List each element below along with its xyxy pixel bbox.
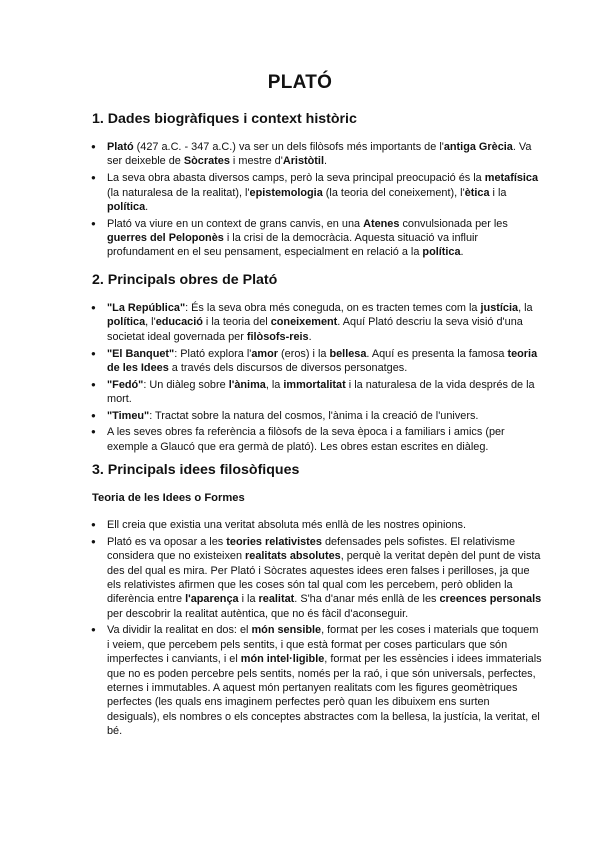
list-item (92, 518, 542, 532)
list-item (92, 623, 542, 738)
list-item (92, 301, 542, 344)
bold-term: Atenes (363, 217, 400, 230)
bold-term: Aristòtil (282, 155, 324, 168)
text-run: A les seves obres fa referència a filòsofs de la seva època i a familiars i amics (per exemple a Glaucó que era germà de plató). Les obres estan escrites en diàleg. (107, 426, 505, 453)
text-run: La seva obra abasta diversos camps, però la seva principal preocupació és la (107, 172, 485, 185)
text-run: a través dels discursos de diversos personatges. (168, 361, 408, 374)
section1-heading: 1. Dades biogràfiques i context històric (92, 111, 357, 127)
text-run: : És la seva obra més coneguda, on es tracten temes com la (185, 302, 481, 314)
text-run: . (308, 330, 312, 343)
section2-list (92, 301, 542, 457)
bold-term: política (422, 246, 461, 259)
text-run: , format per les coses i materials que toquem i veiem, que percebem pels sentits, i que està format per coses particulars que són imperfectes i canviants, i el (107, 624, 539, 666)
list-item (92, 535, 542, 621)
text-run: . (145, 200, 149, 213)
page-title: PLATÓ (267, 72, 333, 93)
bold-term: política (107, 316, 146, 329)
list-item (92, 217, 542, 260)
text-run: defensades pels sofistes. El relativisme considera que no existeixen (107, 535, 516, 563)
bold-term: "Fedó" (107, 378, 144, 391)
bold-term: l'ànima (228, 378, 266, 391)
text-run: i mestre d' (229, 155, 283, 168)
list-item (92, 171, 542, 214)
bold-term: ètica (464, 186, 490, 199)
bold-term: creences personals (439, 593, 542, 606)
text-run: : Plató explora l' (174, 347, 252, 360)
bold-term: l'aparença (185, 593, 239, 606)
text-run: , perquè la veritat depèn del punt de vista des del qual es mira. Per Plató i Sòcrates aquestes idees eren falses i perilloses, ja que els relativistes afirmen que les coses són tal qual com les percebem, però obliden la diferència entre (107, 550, 541, 606)
bold-term: coneixement (270, 316, 338, 329)
bold-term: teories relativistes (226, 535, 322, 548)
text-run: . Va ser deixeble de (107, 141, 532, 168)
bold-term: bellesa (329, 347, 367, 360)
text-run: convulsionada per les (399, 217, 508, 230)
bold-term: educació (155, 316, 203, 329)
text-run: (la teoria del coneixement), l' (322, 186, 465, 199)
bold-term: món intel·ligible (240, 653, 325, 666)
list-item (92, 425, 542, 454)
bold-term: política (107, 200, 146, 213)
text-run: Ell creia que existia una veritat absoluta més enllà de les nostres opinions. (107, 519, 466, 531)
text-run: (la naturalesa de la realitat), l' (107, 186, 250, 199)
list-item (92, 378, 542, 407)
text-run: (427 a.C. - 347 a.C.) va ser un dels filòsofs més importants de l' (133, 141, 444, 153)
text-run: . Aquí Plató descriu la seva visió d'una societat ideal governada per (107, 316, 523, 343)
list-item (92, 140, 542, 169)
bold-term: guerres del Peloponès (107, 232, 224, 245)
section2-heading: 2. Principals obres de Plató (92, 272, 278, 288)
text-run: , l' (145, 316, 156, 329)
bold-term: epistemologia (249, 186, 323, 199)
section3-heading: 3. Principals idees filosòfiques (92, 462, 300, 478)
bold-term: Sòcrates (183, 155, 230, 168)
section3-subheading: Teoria de les Idees o Formes (92, 492, 245, 504)
text-run: i la crisi de la democràcia. Aquesta situació va influir profundament en el seu pensament, especialment en relació a la (107, 232, 479, 259)
bold-term: realitats absolutes (245, 550, 341, 563)
bold-term: realitat (258, 593, 295, 606)
text-run: . (460, 246, 464, 259)
text-run: i la (238, 593, 259, 606)
bold-term: amor (251, 347, 279, 360)
text-run: per descobrir la realitat autèntica, que no és fàcil d'aconseguir. (107, 607, 409, 620)
text-run: Plató va viure en un context de grans canvis, en una (107, 217, 364, 230)
list-item (92, 409, 542, 423)
text-run: i la naturalesa de la vida després de la mort. (107, 378, 535, 406)
bold-term: justícia (480, 302, 519, 314)
text-run: . S'ha d'anar més enllà de les (294, 593, 440, 606)
text-run: i la (489, 186, 507, 199)
text-run: , format per les essències i idees immaterials que no es poden percebre pels sentits, només per la raó, i que són universals, perfectes, eternes i immutables. A aquest món pertanyen realitats com les figures geomètriques perfectes (les quals ens imaginem perfectes però quan les dibuixem ens surten desiguals), els nombres o els conceptes abstractes com la bellesa, la justícia, la veritat, el bé. (107, 653, 542, 738)
text-run: . Aquí es presenta la famosa (366, 347, 508, 360)
bold-term: "Timeu" (107, 409, 150, 422)
text-run: , la (518, 302, 533, 314)
bold-term: antiga Grècia (443, 141, 513, 153)
bold-term: teoria de les Idees (107, 347, 538, 374)
text-run: : Un diàleg sobre (143, 378, 229, 391)
section1-list (92, 140, 542, 262)
text-run: : Tractat sobre la natura del cosmos, l'ànima i la creació de l'univers. (149, 409, 479, 422)
bold-term: immortalitat (283, 378, 346, 391)
text-run: Plató es va oposar a les (107, 535, 227, 548)
text-run: Va dividir la realitat en dos: el (107, 624, 252, 637)
text-run: (eros) i la (278, 347, 330, 360)
bold-term: "La República" (107, 302, 186, 314)
bold-term: Plató (107, 141, 134, 153)
bold-term: metafísica (484, 172, 539, 185)
text-run: i la teoria del (202, 316, 271, 329)
text-run: , la (265, 378, 284, 391)
list-item (92, 347, 542, 376)
bold-term: món sensible (251, 624, 322, 637)
bold-term: "El Banquet" (107, 347, 175, 360)
section3-list (92, 518, 542, 741)
bold-term: filòsofs-reis (246, 330, 309, 343)
text-run: . (323, 155, 328, 168)
